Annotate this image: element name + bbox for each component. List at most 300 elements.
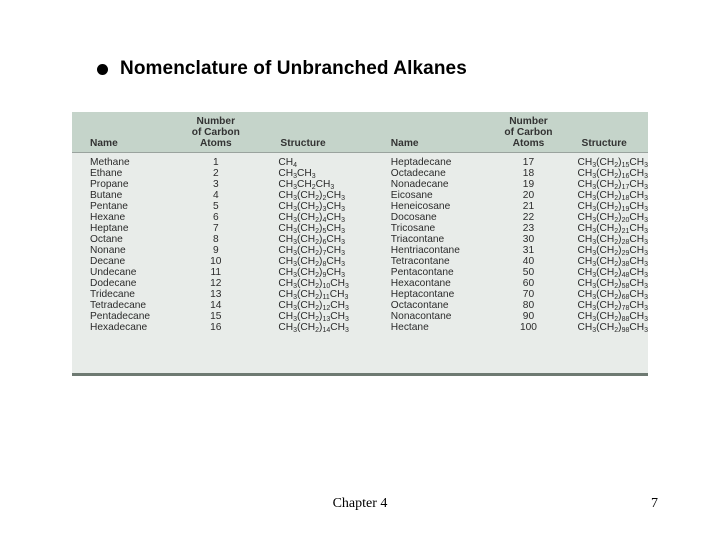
alkane-name: Tetracontane — [390, 256, 450, 267]
formula-text: CH — [629, 322, 645, 333]
structure-formula — [568, 153, 648, 169]
formula-subscript: 2 — [315, 206, 320, 213]
formula-subscript: 28 — [621, 239, 630, 246]
formula-subscript: 68 — [621, 294, 630, 301]
alkane-name: Triacontane — [390, 234, 445, 245]
formula-subscript: 2 — [614, 195, 619, 202]
structure-formula — [568, 245, 648, 256]
formula-subscript: 3 — [293, 294, 298, 301]
formula-text: CH — [278, 267, 294, 278]
table-row — [72, 234, 648, 245]
structure-formula — [264, 278, 382, 289]
table-row — [72, 256, 648, 267]
structure-formula — [568, 212, 648, 223]
formula-text: CH — [330, 311, 345, 322]
formula-text: (CH — [596, 223, 615, 234]
formula-text: (CH — [297, 267, 316, 278]
formula-text: (CH — [297, 311, 316, 322]
alkane-name: Heneicosane — [390, 201, 451, 212]
slide-title: Nomenclature of Unbranched Alkanes — [120, 58, 467, 79]
formula-text: (CH — [596, 234, 615, 245]
formula-subscript: 2 — [614, 228, 619, 235]
formula-subscript: 38 — [621, 261, 630, 268]
formula-subscript: 8 — [322, 261, 327, 268]
formula-subscript: 3 — [644, 327, 648, 334]
formula-subscript: 3 — [592, 162, 597, 169]
formula-subscript: 3 — [293, 261, 298, 268]
formula-text: CH — [577, 157, 593, 168]
formula-text: CH — [278, 300, 294, 311]
structure-formula — [568, 179, 648, 190]
formula-subscript: 3 — [293, 184, 298, 191]
alkane-name: Octadecane — [390, 168, 446, 179]
formula-text: (CH — [596, 256, 615, 267]
structure-formula — [568, 190, 648, 201]
carbon-count: 22 — [522, 212, 535, 223]
formula-text: ) — [618, 278, 622, 289]
formula-subscript: 3 — [592, 261, 597, 268]
formula-subscript: 29 — [621, 250, 630, 257]
table-row — [72, 245, 648, 256]
header-structure: Structure — [264, 112, 382, 153]
structure-formula — [568, 322, 648, 333]
formula-subscript: 2 — [614, 250, 619, 257]
formula-text: CH — [278, 322, 294, 333]
header-carbon-atoms — [167, 112, 264, 153]
formula-subscript: 3 — [592, 272, 597, 279]
formula-text: ) — [618, 267, 622, 278]
formula-text: ) — [319, 223, 323, 234]
carbon-count: 12 — [210, 278, 222, 289]
alkane-name: Pentacontane — [390, 267, 454, 278]
table-row — [72, 153, 648, 169]
formula-text: CH — [629, 190, 645, 201]
carbon-count: 23 — [522, 223, 535, 234]
formula-text: ) — [319, 289, 323, 300]
footer-chapter: Chapter 4 — [332, 496, 388, 511]
table-row — [72, 212, 648, 223]
alkane-name: Tridecane — [90, 289, 135, 300]
alkane-name: Hexane — [90, 212, 126, 223]
carbon-count: 11 — [210, 267, 222, 278]
alkane-name: Pentadecane — [90, 311, 151, 322]
formula-subscript: 2 — [315, 327, 320, 334]
formula-text: CH — [577, 322, 593, 333]
formula-subscript: 2 — [614, 261, 619, 268]
alkane-name: Octacontane — [390, 300, 449, 311]
alkane-name: Propane — [90, 179, 129, 190]
structure-formula — [264, 212, 382, 223]
formula-text: CH — [629, 201, 645, 212]
formula-text: (CH — [596, 212, 615, 223]
formula-text: CH — [278, 311, 294, 322]
formula-subscript: 2 — [614, 294, 619, 301]
formula-text: CH — [629, 168, 645, 179]
formula-text: CH — [278, 234, 294, 245]
formula-subscript: 3 — [644, 228, 648, 235]
structure-formula — [264, 223, 382, 234]
formula-text: ) — [618, 212, 622, 223]
table-row — [72, 201, 648, 212]
formula-text: CH — [577, 212, 593, 223]
carbon-count: 2 — [212, 168, 219, 179]
formula-subscript: 2 — [614, 162, 619, 169]
structure-formula — [568, 256, 648, 267]
formula-subscript: 3 — [341, 239, 345, 246]
formula-subscript: 19 — [621, 206, 630, 213]
formula-text: CH — [577, 223, 593, 234]
formula-subscript: 48 — [621, 272, 630, 279]
header-carbon-line3: Atoms — [199, 138, 232, 149]
formula-text: CH — [577, 278, 593, 289]
formula-subscript: 3 — [293, 217, 298, 224]
formula-subscript: 3 — [592, 217, 597, 224]
formula-subscript: 2 — [614, 283, 619, 290]
structure-formula — [568, 300, 648, 311]
formula-text: ) — [618, 300, 622, 311]
carbon-count: 8 — [212, 234, 219, 245]
formula-text: ) — [618, 223, 622, 234]
carbon-count: 19 — [522, 179, 535, 190]
structure-formula — [568, 223, 648, 234]
formula-text: CH — [326, 256, 342, 267]
formula-subscript: 2 — [315, 261, 320, 268]
header-name: Name — [72, 112, 167, 153]
carbon-count: 90 — [522, 311, 535, 322]
formula-text: CH — [577, 201, 593, 212]
formula-text: ) — [319, 190, 323, 201]
header-carbon-atoms-2 — [489, 112, 567, 153]
formula-text: ) — [618, 168, 622, 179]
formula-text: (CH — [297, 322, 316, 333]
formula-text: CH — [278, 256, 294, 267]
bullet-icon — [97, 64, 108, 75]
formula-text: (CH — [596, 267, 615, 278]
formula-subscript: 18 — [621, 195, 630, 202]
formula-subscript: 3 — [293, 250, 298, 257]
formula-subscript: 3 — [341, 206, 345, 213]
formula-subscript: 3 — [644, 272, 648, 279]
formula-text: CH — [629, 223, 645, 234]
formula-subscript: 3 — [322, 206, 327, 213]
formula-text: CH — [577, 168, 593, 179]
formula-subscript: 2 — [311, 184, 316, 191]
formula-subscript: 2 — [315, 294, 320, 301]
structure-formula — [264, 289, 382, 300]
carbon-count: 16 — [210, 322, 222, 333]
structure-formula — [568, 168, 648, 179]
formula-subscript: 88 — [621, 316, 630, 323]
formula-text: (CH — [596, 322, 615, 333]
alkane-name: Docosane — [390, 212, 437, 223]
carbon-count: 5 — [212, 201, 219, 212]
structure-formula — [264, 311, 382, 322]
table-row — [72, 300, 648, 311]
formula-text: ) — [319, 267, 323, 278]
structure-formula — [264, 322, 382, 333]
formula-subscript: 78 — [621, 305, 630, 312]
formula-subscript: 3 — [344, 283, 349, 290]
formula-subscript: 3 — [644, 206, 648, 213]
formula-subscript: 3 — [293, 283, 298, 290]
formula-text: (CH — [596, 168, 615, 179]
formula-subscript: 14 — [322, 327, 331, 334]
formula-text: CH — [577, 289, 593, 300]
alkane-name: Ethane — [90, 168, 123, 179]
formula-subscript: 20 — [621, 217, 630, 224]
formula-subscript: 2 — [614, 272, 619, 279]
formula-text: CH — [577, 267, 593, 278]
formula-subscript: 3 — [592, 195, 597, 202]
page-number: 7 — [651, 496, 658, 511]
formula-text: CH — [577, 179, 593, 190]
formula-subscript: 3 — [341, 272, 345, 279]
formula-text: CH — [629, 234, 645, 245]
formula-subscript: 3 — [344, 327, 349, 334]
alkane-table-panel — [72, 112, 648, 376]
formula-text: CH — [278, 168, 294, 179]
formula-subscript: 3 — [341, 261, 345, 268]
formula-text: ) — [319, 234, 323, 245]
formula-text: (CH — [297, 212, 316, 223]
alkane-name: Hexadecane — [90, 322, 148, 333]
formula-subscript: 2 — [322, 195, 327, 202]
formula-text: (CH — [596, 179, 615, 190]
formula-subscript: 12 — [322, 305, 331, 312]
carbon-count: 4 — [212, 190, 219, 201]
formula-text: CH — [278, 201, 294, 212]
formula-text: (CH — [297, 223, 316, 234]
structure-formula — [264, 168, 382, 179]
formula-text: CH — [278, 157, 294, 168]
structure-formula — [264, 300, 382, 311]
formula-text: ) — [319, 300, 323, 311]
formula-text: CH — [297, 168, 312, 179]
formula-text: (CH — [297, 234, 316, 245]
formula-text: CH — [330, 300, 345, 311]
formula-text: CH — [629, 245, 645, 256]
carbon-count: 10 — [210, 256, 222, 267]
carbon-count: 9 — [212, 245, 219, 256]
formula-subscript: 3 — [293, 173, 298, 180]
formula-text: CH — [629, 267, 645, 278]
formula-text: (CH — [297, 245, 316, 256]
alkane-name: Octane — [90, 234, 123, 245]
formula-subscript: 3 — [644, 305, 648, 312]
carbon-count: 80 — [522, 300, 535, 311]
formula-subscript: 3 — [344, 305, 349, 312]
formula-text: CH — [326, 234, 342, 245]
formula-subscript: 15 — [621, 162, 630, 169]
formula-subscript: 3 — [341, 195, 345, 202]
formula-subscript: 3 — [644, 195, 648, 202]
structure-formula — [264, 201, 382, 212]
formula-text: CH — [629, 157, 645, 168]
formula-subscript: 13 — [322, 316, 331, 323]
alkane-name: Hentriacontane — [390, 245, 460, 256]
formula-text: CH — [278, 190, 294, 201]
formula-text: CH — [629, 289, 645, 300]
formula-subscript: 3 — [293, 239, 298, 246]
formula-text: CH — [330, 322, 345, 333]
formula-subscript: 3 — [592, 305, 597, 312]
formula-text: CH — [629, 300, 645, 311]
structure-formula — [264, 245, 382, 256]
formula-subscript: 2 — [614, 316, 619, 323]
header-carbon-line1: Number — [196, 116, 236, 127]
formula-subscript: 3 — [592, 250, 597, 257]
formula-text: CH — [629, 311, 645, 322]
carbon-count: 60 — [522, 278, 535, 289]
structure-formula — [568, 267, 648, 278]
formula-subscript: 2 — [614, 239, 619, 246]
formula-subscript: 10 — [322, 283, 331, 290]
alkane-name: Undecane — [90, 267, 137, 278]
header-carbon-line2-2: of Carbon — [504, 127, 553, 138]
carbon-count: 15 — [210, 311, 222, 322]
formula-text: (CH — [297, 300, 316, 311]
formula-subscript: 3 — [644, 283, 648, 290]
formula-subscript: 6 — [322, 239, 327, 246]
table-header-row — [72, 112, 648, 153]
formula-text: CH — [326, 223, 342, 234]
structure-formula — [264, 153, 382, 169]
slide-title-row — [97, 58, 467, 80]
formula-subscript: 3 — [293, 195, 298, 202]
alkane-name: Methane — [90, 157, 130, 168]
alkane-name: Heptane — [90, 223, 129, 234]
header-carbon-line3-2: Atoms — [512, 138, 545, 149]
formula-text: ) — [319, 322, 323, 333]
formula-text: CH — [577, 234, 593, 245]
formula-subscript: 2 — [315, 272, 320, 279]
formula-subscript: 3 — [311, 173, 316, 180]
structure-formula — [264, 267, 382, 278]
alkane-name: Hectane — [390, 322, 429, 333]
formula-subscript: 3 — [592, 184, 597, 191]
table-row — [72, 179, 648, 190]
carbon-count: 20 — [522, 190, 535, 201]
formula-subscript: 3 — [592, 327, 597, 334]
formula-subscript: 3 — [344, 294, 349, 301]
formula-subscript: 3 — [644, 316, 648, 323]
table-row — [72, 278, 648, 289]
formula-subscript: 3 — [644, 173, 648, 180]
formula-text: CH — [278, 245, 294, 256]
formula-subscript: 2 — [614, 305, 619, 312]
structure-formula — [264, 190, 382, 201]
structure-formula — [568, 289, 648, 300]
formula-text: CH — [629, 179, 645, 190]
formula-subscript: 3 — [592, 316, 597, 323]
formula-subscript: 3 — [592, 283, 597, 290]
formula-subscript: 3 — [293, 327, 298, 334]
carbon-count: 1 — [212, 157, 219, 168]
formula-subscript: 2 — [614, 184, 619, 191]
formula-subscript: 4 — [293, 162, 298, 169]
formula-subscript: 3 — [293, 316, 298, 323]
formula-subscript: 3 — [592, 206, 597, 213]
formula-text: CH — [278, 278, 294, 289]
structure-formula — [264, 234, 382, 245]
structure-formula — [264, 179, 382, 190]
carbon-count: 70 — [522, 289, 535, 300]
alkane-name: Hexacontane — [390, 278, 451, 289]
header-carbon-line2: of Carbon — [191, 127, 240, 138]
formula-subscript: 3 — [644, 261, 648, 268]
formula-subscript: 2 — [614, 206, 619, 213]
formula-text: CH — [326, 190, 342, 201]
formula-subscript: 2 — [315, 283, 320, 290]
formula-subscript: 2 — [315, 305, 320, 312]
formula-subscript: 3 — [644, 294, 648, 301]
formula-text: CH — [326, 267, 342, 278]
alkane-table — [72, 112, 648, 333]
alkane-name: Heptadecane — [390, 157, 452, 168]
carbon-count: 7 — [212, 223, 219, 234]
formula-text: (CH — [297, 289, 316, 300]
carbon-count: 50 — [522, 267, 535, 278]
alkane-name: Tetradecane — [90, 300, 147, 311]
formula-text: CH — [278, 223, 294, 234]
formula-text: CH — [330, 278, 345, 289]
table-row — [72, 311, 648, 322]
table-row — [72, 168, 648, 179]
formula-subscript: 58 — [621, 283, 630, 290]
alkane-name: Nonadecane — [390, 179, 449, 190]
formula-subscript: 2 — [614, 327, 619, 334]
carbon-count: 100 — [519, 322, 537, 333]
table-row — [72, 322, 648, 333]
carbon-count: 17 — [522, 157, 535, 168]
formula-text: (CH — [596, 245, 615, 256]
structure-formula — [568, 311, 648, 322]
structure-formula — [264, 256, 382, 267]
formula-subscript: 9 — [322, 272, 327, 279]
formula-subscript: 5 — [322, 228, 327, 235]
formula-text: CH — [577, 311, 593, 322]
formula-subscript: 2 — [315, 217, 320, 224]
table-row — [72, 190, 648, 201]
carbon-count: 30 — [522, 234, 535, 245]
formula-text: ) — [618, 245, 622, 256]
formula-text: (CH — [596, 201, 615, 212]
formula-subscript: 3 — [344, 316, 349, 323]
formula-subscript: 3 — [644, 162, 648, 169]
structure-formula — [568, 278, 648, 289]
table-row — [72, 223, 648, 234]
formula-text: CH — [577, 245, 593, 256]
formula-text: CH — [278, 212, 294, 223]
formula-subscript: 3 — [592, 173, 597, 180]
formula-text: ) — [618, 322, 622, 333]
alkane-name: Heptacontane — [390, 289, 455, 300]
formula-text: ) — [319, 201, 323, 212]
formula-subscript: 3 — [644, 239, 648, 246]
formula-text: ) — [618, 190, 622, 201]
alkane-name: Tricosane — [390, 223, 436, 234]
structure-formula — [568, 201, 648, 212]
header-name-2: Name — [383, 112, 490, 153]
carbon-count: 18 — [522, 168, 535, 179]
formula-text: CH — [629, 278, 645, 289]
formula-text: (CH — [297, 190, 316, 201]
carbon-count: 3 — [212, 179, 219, 190]
header-structure-2: Structure — [568, 112, 648, 153]
formula-text: (CH — [596, 278, 615, 289]
formula-text: (CH — [297, 256, 316, 267]
table-row — [72, 267, 648, 278]
